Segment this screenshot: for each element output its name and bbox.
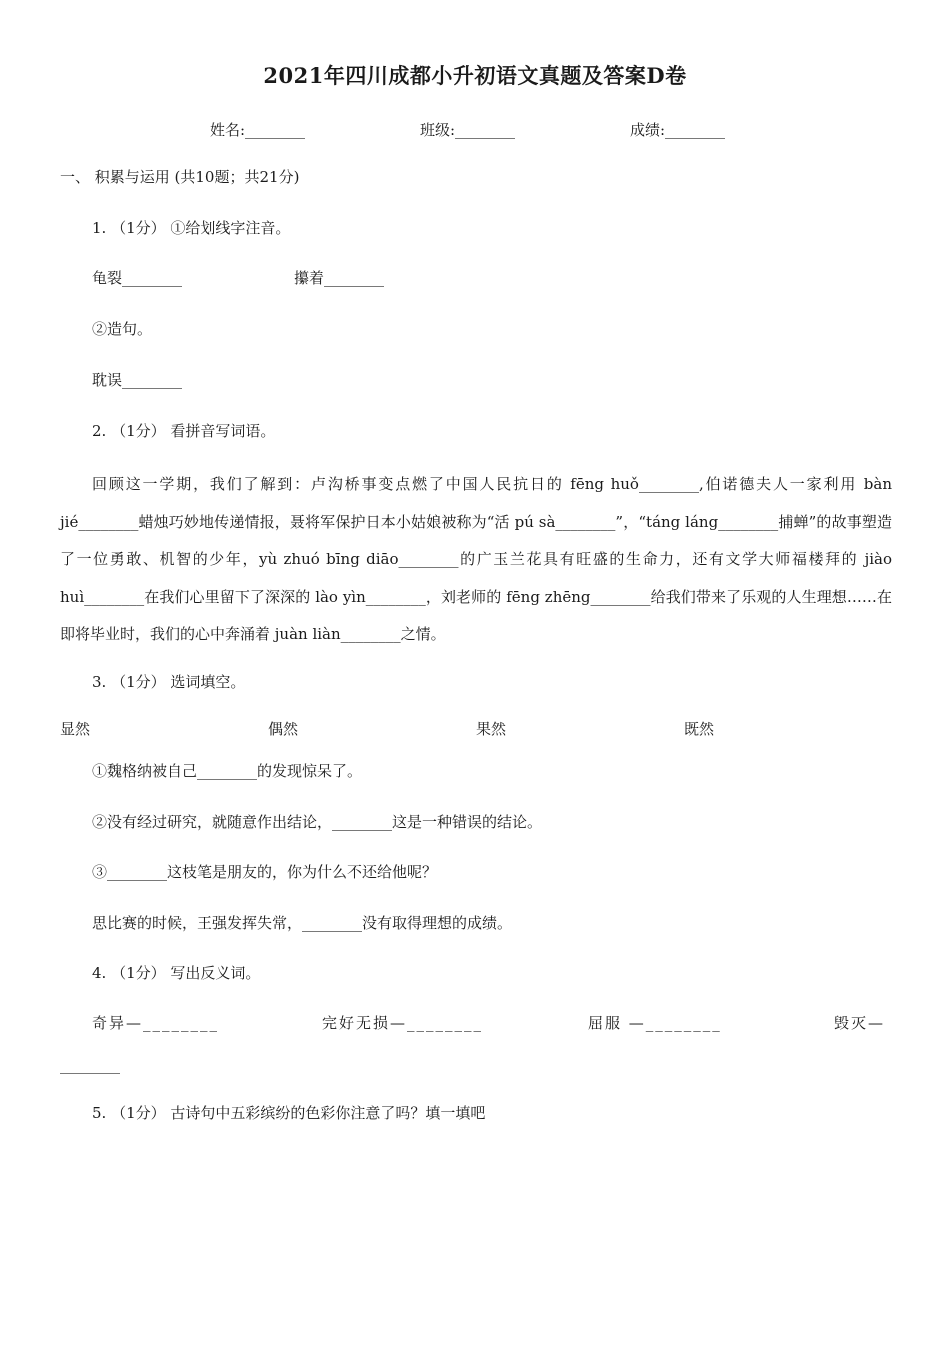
q4-item[interactable]: 毁灭— (834, 1014, 886, 1032)
q1-item-b[interactable]: 攥着________ (294, 269, 385, 287)
q3-stem: 3. （1分） 选词填空。 (92, 673, 246, 691)
q4-item[interactable]: 完好无损—________ (322, 1014, 484, 1032)
section-heading: 一、 积累与运用 (共10题；共21分) (60, 168, 300, 186)
q3-sentence-1[interactable]: ①魏格纳被自己________的发现惊呆了。 (92, 762, 363, 780)
q3-option: 偶然 (268, 720, 299, 738)
q1-stem: 1. （1分） ①给划线字注音。 (92, 219, 291, 237)
q1-item-c[interactable]: 耽误________ (92, 371, 183, 389)
q3-option: 果然 (476, 720, 507, 738)
q4-item[interactable]: 奇异—________ (92, 1014, 220, 1032)
name-field[interactable]: 姓名:________ (210, 121, 306, 139)
q3-sentence-2[interactable]: ②没有经过研究，就随意作出结论，________这是一种错误的结论。 (92, 813, 543, 831)
q3-sentence-3[interactable]: ③________这枝笔是朋友的，你为什么不还给他呢？ (92, 863, 438, 881)
q1-item-a[interactable]: 龟裂________ (92, 269, 183, 287)
q1-part2: ②造句。 (92, 320, 153, 338)
q3-sentence-4[interactable]: 思比赛的时候，王强发挥失常，________没有取得理想的成绩。 (92, 914, 513, 932)
q5-stem: 5. （1分） 古诗句中五彩缤纷的色彩你注意了吗？填一填吧 (92, 1104, 486, 1122)
q2-stem: 2. （1分） 看拼音写词语。 (92, 422, 276, 440)
q3-option: 显然 (60, 720, 91, 738)
q2-passage: 回顾这一学期，我们了解到：卢沟桥事变点燃了中国人民抗日的 fēng huǒ________,伯诺德夫人一家利用 bàn jié________蜡烛巧妙地传递情报，聂将军保护日本小姑娘被称为“活 pú sà________”，“táng láng________捕蝉”的故事塑造了一位勇敢、机智的少年，yù zhuó bīng diāo________的广玉兰花具有旺盛的生命力，还有文学大师福楼拜的 jiào huì________在我们心里留下了深深的 lào yìn________，刘老师的 fēng zhēng________给我们带来了乐观的人生理想……在即将毕业时，我们的心中奔涌着 juàn liàn________之情。 (60, 475, 892, 643)
q4-item[interactable]: 屈服 —________ (588, 1014, 722, 1032)
score-field[interactable]: 成绩:________ (630, 121, 726, 139)
q3-option: 既然 (684, 720, 715, 738)
class-field[interactable]: 班级:________ (420, 121, 516, 139)
page-title: 2021年四川成都小升初语文真题及答案D卷 (263, 63, 687, 88)
q4-stem: 4. （1分） 写出反义词。 (92, 964, 261, 982)
q4-overflow-blank[interactable]: ________ (60, 1056, 120, 1074)
